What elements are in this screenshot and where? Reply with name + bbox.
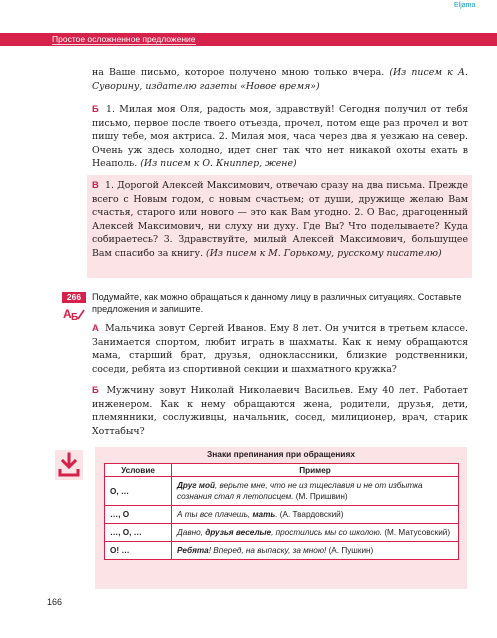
table-row — [105, 542, 459, 560]
download-icon — [55, 450, 83, 480]
task-b-label: Б — [92, 384, 99, 395]
example-author: (М. Пришвин) — [295, 492, 348, 501]
task-part-a — [92, 321, 468, 376]
block-b-label: Б — [92, 103, 99, 114]
condition-cell: О! … — [105, 542, 172, 560]
address-word: мать — [252, 510, 276, 519]
column-header-example: Пример — [172, 464, 459, 477]
example-text: , верьте мне, что не из тщеславия и не от избытка сознания стал я летописцем. — [177, 481, 423, 501]
condition-cell: …, О, … — [105, 524, 172, 542]
table-row — [105, 506, 459, 524]
block-v-text: 1. Дорогой Алексей Максимович, отвечаю сразу на два письма. Прежде всего с Новым годом, с новым счастьем; от души, дружище желаю Вам счастья, старого или нового — это как Вам угодно. 2. О Вас, драгоценный Алексей Максимович, ни слуху ни духу. Где Вы? Что поделываете? Куда собираетесь? 3. Здравствуйте, милый Алексей Максимович, большущее Вам спасибо за книгу. — [92, 180, 468, 259]
condition-cell: …, О — [105, 506, 172, 524]
address-word: Ребята — [177, 546, 209, 555]
example-author: (А. Твардовский) — [279, 510, 344, 519]
example-cell — [172, 524, 459, 542]
writing-task-icon — [62, 305, 86, 322]
table-header-row — [105, 464, 459, 477]
task-number-badge: 266 — [62, 292, 86, 303]
page-number: 166 — [47, 597, 63, 607]
punctuation-table — [104, 463, 459, 560]
block-v-source: (Из писем к М. Горькому, русскому писателю) — [206, 247, 442, 259]
exercise-block-v — [92, 178, 468, 261]
publisher-logo: Eljama — [454, 2, 476, 9]
task-a-text: Мальчика зовут Сергей Иванов. Ему 8 лет. Он учится в третьем классе. Занимается спортом, любит играть в шахматы. Как к нему обращаются мама, старший брат, друзья, одноклассники, близкие родственники, соседи, ребята из спортивной секции и шахматного кружка? — [92, 323, 469, 375]
task-b-text: Мужчину зовут Николай Николаевич Васильев. Ему 40 лет. Работает инженером. Как к нему обращаются жена, родители, друзья, дети, племянники, сослуживцы, начальник, сосед, милиционер, врач, старик Хоттабыч? — [92, 385, 468, 437]
address-word: друзья веселые — [205, 528, 272, 537]
example-author: (А. Пушкин) — [328, 546, 374, 555]
example-text: ! Вперед, на выпаску, за мною! — [208, 546, 327, 555]
continuation-text: на Ваше письмо, которое получено мною только вчера. — [92, 67, 385, 78]
block-b-text: 1. Милая моя Оля, радость моя, здравствуй! Сегодня получил от тебя письмо, первое после твоего отъезда, прочел, потом еще раз прочел и вот пишу тебе, моя актриса. 2. Милая моя, часа через два я уезжаю на север. Очень уж здесь холодно, идет снег так что нет никакой охоты ехать в Неаполь. — [92, 104, 469, 170]
example-cell — [172, 506, 459, 524]
continuation-source: (Из писем к А. Суворину, издателю газеты «Новое время») — [92, 67, 468, 92]
task-instruction: Подумайте, как можно обращаться к данному лицу в различных ситуациях. Составьте предложения и запишите. — [92, 292, 462, 315]
column-header-condition: Условие — [105, 464, 172, 477]
svg-text:A: A — [63, 307, 72, 321]
task-part-b — [92, 383, 468, 438]
address-word: Друг мой — [177, 481, 215, 490]
example-cell — [172, 542, 459, 560]
continuation-paragraph — [92, 66, 468, 93]
example-text: , простились мы со школою. — [271, 528, 383, 537]
example-cell — [172, 477, 459, 506]
svg-text:Б: Б — [71, 312, 79, 322]
example-lead: Давно, — [177, 528, 206, 537]
block-v-label: В — [92, 179, 99, 190]
condition-cell: О, … — [105, 477, 172, 506]
exercise-block-b — [92, 102, 468, 171]
table-row — [105, 524, 459, 542]
example-lead: А ты все плачешь, — [177, 510, 253, 519]
example-text: . — [275, 510, 278, 519]
example-author: (М. Матусовский) — [384, 528, 451, 537]
section-title: Простое осложненное предложение — [52, 34, 196, 44]
reference-title: Знаки препинания при обращениях — [207, 449, 355, 459]
block-b-source: (Из писем к О. Книппер, жене) — [140, 158, 297, 170]
table-row — [105, 477, 459, 506]
task-a-label: А — [92, 322, 99, 333]
